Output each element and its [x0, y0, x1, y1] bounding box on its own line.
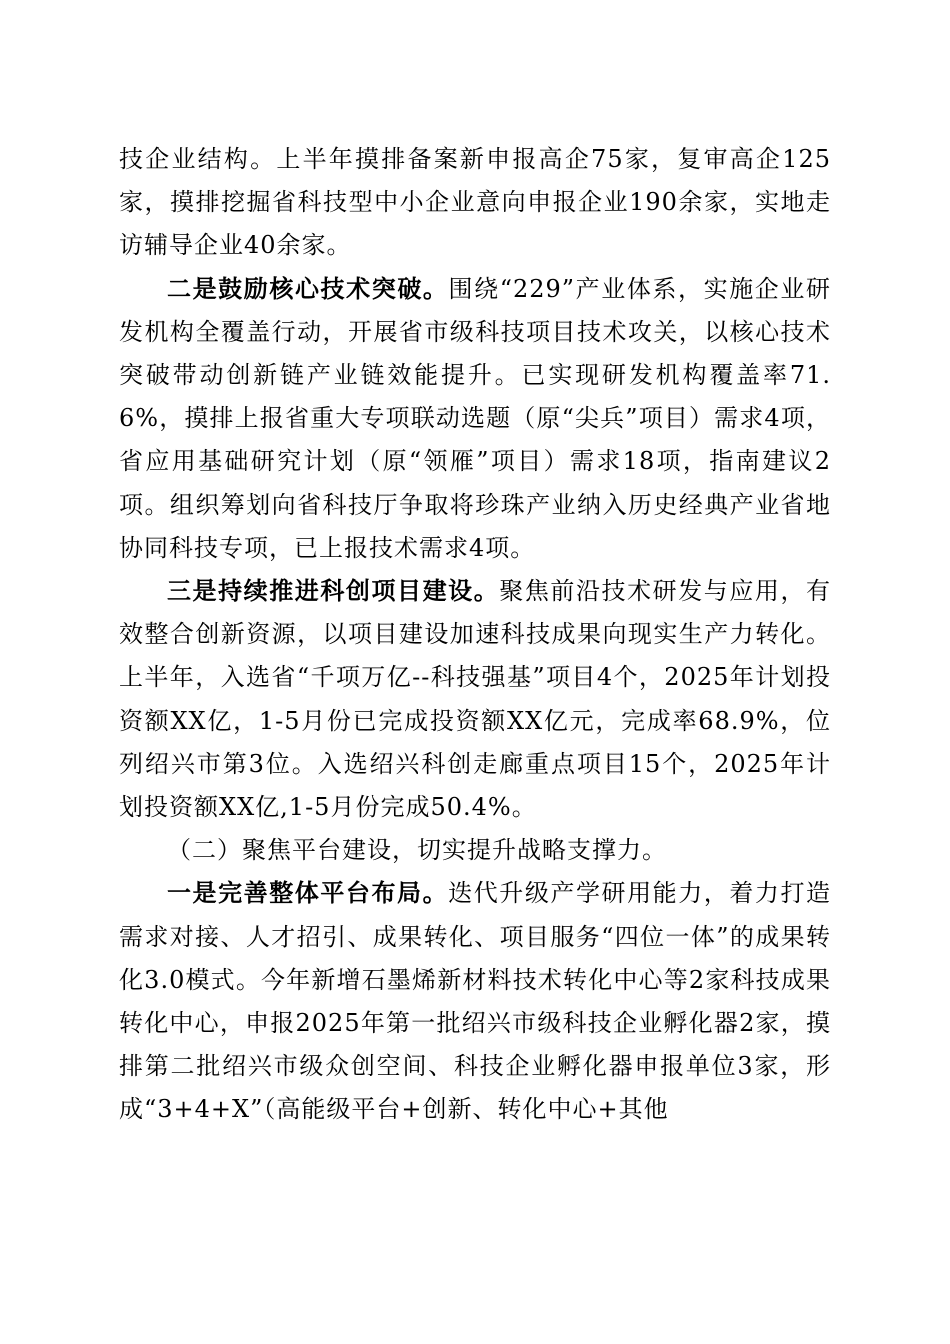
paragraph-text: 技企业结构。上半年摸排备案新申报高企75家，复审高企125家，摸排挖掘省科技型中小企业意向申报企业190余家，实地走访辅导企业40余家。: [119, 145, 831, 260]
paragraph-text: 围绕“229”产业体系，实施企业研发机构全覆盖行动，开展省市级科技项目技术攻关，以核心技术突破带动创新链产业链效能提升。已实现研发机构覆盖率71.6%，摸排上报省重大专项联动选题（原“尖兵”项目）需求4项，省应用基础研究计划（原“领雁”项目）需求18项，指南建议2项。组织筹划向省科技厅争取将珍珠产业纳入历史经典产业省地协同科技专项，已上报技术需求4项。: [119, 274, 831, 562]
section-heading: （二）聚焦平台建设，切实提升战略支撑力。: [167, 836, 667, 865]
document-body: [119, 138, 831, 1132]
paragraph-lead: 一是完善整体平台布局。: [167, 879, 449, 908]
paragraph-platform: [119, 872, 831, 1131]
paragraph-projects: [119, 570, 831, 829]
paragraph-core-tech: [119, 268, 831, 570]
paragraph-lead: 二是鼓励核心技术突破。: [167, 274, 449, 303]
paragraph-text: 迭代升级产学研用能力，着力打造需求对接、人才招引、成果转化、项目服务“四位一体”的成果转化3.0模式。今年新增石墨烯新材料技术转化中心等2家科技成果转化中心，申报2025年第一批绍兴市级科技企业孵化器2家，摸排第二批绍兴市级众创空间、科技企业孵化器申报单位3家，形成“3+4+X”（高能级平台+创新、转化中心+其他: [119, 879, 832, 1124]
paragraph-lead: 三是持续推进科创项目建设。: [167, 577, 500, 606]
paragraph-continuation: [119, 138, 831, 268]
paragraph-text: 聚焦前沿技术研发与应用，有效整合创新资源，以项目建设加速科技成果向现实生产力转化。上半年，入选省“千项万亿--科技强基”项目4个，2025年计划投资额XX亿，1-5月份已完成投资额XX亿元，完成率68.9%，位列绍兴市第3位。入选绍兴科创走廊重点项目15个，2025年计划投资额XX亿,1-5月份完成50.4%。: [119, 577, 832, 822]
